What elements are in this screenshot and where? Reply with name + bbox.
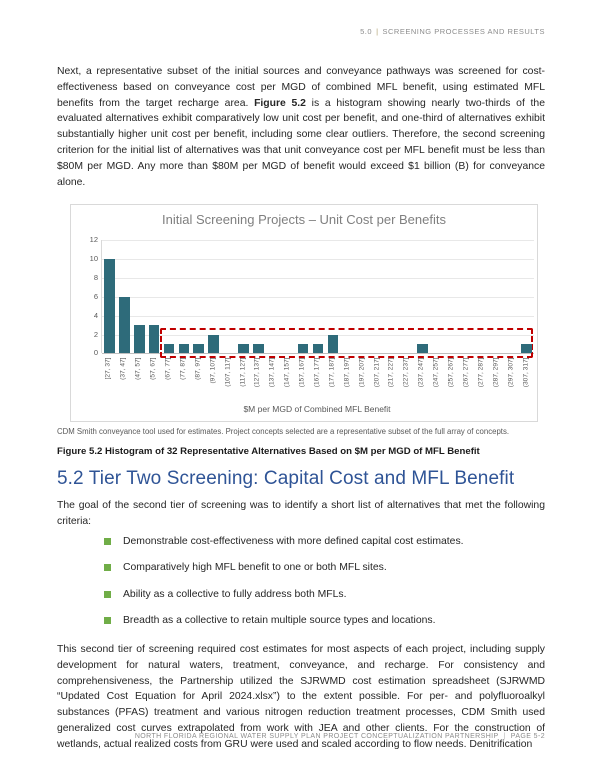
list-item-text: Comparatively high MFL benefit to one or both MFL sites. — [123, 562, 387, 574]
y-tick-label: 0 — [93, 348, 98, 358]
x-tick-label: (287, 297] — [492, 357, 500, 388]
tier-two-paragraph: This second tier of screening required cost estimates for most aspects of each project, including supply development for natural waters, treatment, conveyance, and recharge. For consistency and comprehensiveness, the Partnership utilized the SJRWMD cost estimation spreadsheet (SJRWMD “Updated Cost Equation for April 2024.xlsx”) to the extent possible. For per- and polyfluoroalkyl substances (PFAS) treatment and various nitrogen reduction treatment processes, CDM Smith used generalized cost curves extrapolated from work with JEA and other clients. For the construction of wetlands, actual realized costs from GRU were used and scaled according to flow needs. Denitrification — [57, 643, 545, 750]
x-tick-label: (137, 147] — [268, 357, 276, 388]
x-tick-label: (167, 177] — [313, 357, 321, 388]
bullet-square-icon — [104, 591, 111, 598]
chart-title: Initial Screening Projects – Unit Cost per Benefits — [162, 212, 446, 228]
x-tick-label: (37, 47] — [119, 357, 127, 381]
x-tick-label: (177, 187] — [328, 357, 336, 388]
list-item-text: Demonstrable cost-effectiveness with more defined capital cost estimates. — [123, 535, 464, 547]
histogram-bar — [521, 344, 532, 353]
y-tick-label: 12 — [89, 235, 98, 245]
footer-divider: | — [503, 733, 506, 740]
intro-text-start: Next, a representative subset of the initial sources and conveyance pathways was screened for cost-effectiveness based on conveyance cost per MGD of combined MFL benefit, using estimated MFL benefits from the target recharge area. — [57, 66, 545, 109]
x-tick-label: (67, 77] — [164, 357, 172, 381]
list-item — [57, 589, 545, 601]
criteria-list — [57, 536, 545, 628]
histogram-bar — [149, 325, 160, 353]
bullet-square-icon — [104, 617, 111, 624]
x-tick-label: (57, 67] — [149, 357, 157, 381]
x-tick-label: [27, 37] — [104, 357, 112, 380]
y-tick-label: 8 — [93, 273, 98, 283]
gridline — [102, 240, 534, 241]
footer-title: NORTH FLORIDA REGIONAL WATER SUPPLY PLAN PROJECT CONCEPTUALIZATION PARTNERSHIP — [134, 733, 499, 740]
footer-page-number: PAGE 5-2 — [510, 733, 545, 740]
x-axis-title: $M per MGD of Combined MFL Benefit — [243, 404, 391, 415]
x-tick-label: (237, 247] — [417, 357, 425, 388]
header-title: SCREENING PROCESSES AND RESULTS — [382, 27, 545, 36]
histogram-bar — [119, 297, 130, 354]
histogram-bar — [164, 344, 175, 353]
gridline — [102, 316, 534, 317]
section-heading-5-2: 5.2 Tier Two Screening: Capital Cost and MFL Benefit — [57, 468, 515, 490]
bullet-square-icon — [104, 538, 111, 545]
histogram-bar — [238, 344, 249, 353]
x-tick-label: (147, 157] — [283, 357, 291, 388]
x-tick-label: (117, 127] — [239, 357, 247, 388]
page-footer — [135, 733, 545, 740]
x-tick-label: (97, 107] — [209, 357, 217, 384]
histogram-bar — [328, 335, 339, 354]
histogram-bar — [313, 344, 324, 353]
intro-paragraph — [57, 64, 545, 190]
page-content — [57, 64, 545, 767]
histogram-bar — [253, 344, 264, 353]
x-tick-label: (157, 167] — [298, 357, 306, 388]
x-tick-label: (227, 237] — [402, 357, 410, 388]
list-item — [57, 615, 545, 627]
x-tick-label: (187, 197] — [343, 357, 351, 388]
list-item — [57, 562, 545, 574]
y-tick-label: 4 — [93, 310, 98, 320]
criteria-intro-paragraph: The goal of the second tier of screening was to identify a short list of alternatives that met the following criteria: — [57, 500, 545, 528]
x-tick-label: (217, 227] — [387, 357, 395, 388]
intro-text-end: is a histogram showing nearly two-thirds of the evaluated alternatives exhibit comparatively low unit cost per benefit, and one-third of alternatives exhibit substantially higher unit cost per benefit, including some clear outliers. Therefore, the second screening criterion for the initial list of alternatives was that unit conveyance cost per MFL benefit must be less than $80M per MGD. Any more than $80M per MGD of benefit would exceed $1 billion (B) for conveyance alone. — [57, 97, 545, 188]
y-tick-label: 10 — [89, 254, 98, 264]
bullet-square-icon — [104, 564, 111, 571]
chart-source-note: CDM Smith conveyance tool used for estimates. Project concepts selected are a representative subset of the full array of concepts. — [57, 427, 510, 437]
header-divider: | — [376, 27, 379, 36]
x-tick-label: (257, 267] — [447, 357, 455, 388]
gridline — [102, 297, 534, 298]
histogram-bar — [179, 344, 190, 353]
gridline — [102, 259, 534, 260]
x-tick-label: (77, 87] — [179, 357, 187, 381]
figure-caption: Figure 5.2 Histogram of 32 Representative Alternatives Based on $M per MGD of MFL Benefit — [57, 446, 480, 458]
x-tick-label: (107, 117] — [224, 357, 232, 388]
figure-reference: Figure 5.2 — [254, 97, 306, 109]
x-tick-label: (267, 277] — [462, 357, 470, 388]
y-tick-label: 6 — [93, 291, 98, 301]
histogram-bar — [134, 325, 145, 353]
x-tick-label: (247, 257] — [432, 357, 440, 388]
x-tick-label: (297, 307] — [507, 357, 515, 388]
list-item — [57, 536, 545, 548]
histogram-bar — [208, 335, 219, 354]
histogram-chart — [70, 204, 538, 422]
x-axis-labels — [101, 356, 533, 402]
histogram-bar — [193, 344, 204, 353]
list-item-text: Ability as a collective to fully address both MFLs. — [123, 588, 347, 600]
list-item-text: Breadth as a collective to retain multiple source types and locations. — [123, 615, 436, 627]
histogram-bar — [298, 344, 309, 353]
x-tick-label: (277, 287] — [477, 357, 485, 388]
x-tick-label: (307, 317] — [522, 357, 530, 388]
histogram-bar — [104, 259, 115, 353]
x-tick-label: (87, 97] — [194, 357, 202, 381]
gridline — [102, 278, 534, 279]
x-tick-label: (197, 207] — [358, 357, 366, 388]
y-tick-label: 2 — [93, 329, 98, 339]
page-header — [360, 27, 545, 36]
x-tick-label: (47, 57] — [134, 357, 142, 381]
header-section-number: 5.0 — [360, 27, 373, 36]
x-tick-label: (127, 137] — [253, 357, 261, 388]
x-tick-label: (207, 217] — [373, 357, 381, 388]
histogram-bar — [417, 344, 428, 353]
plot-area — [89, 235, 534, 358]
